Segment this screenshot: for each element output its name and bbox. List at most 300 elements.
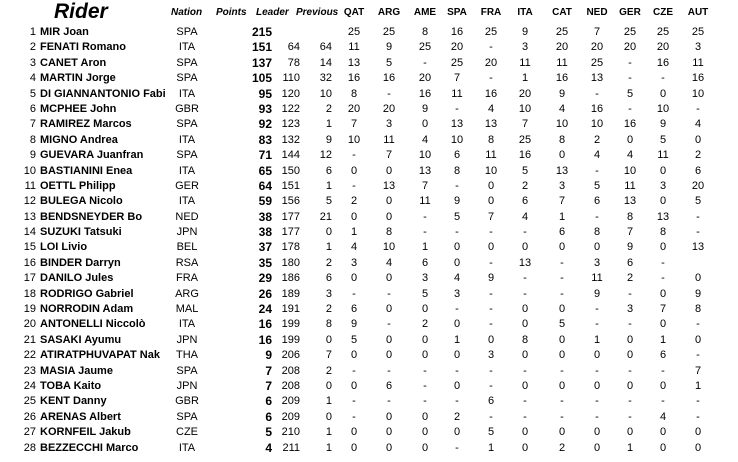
race-points-cze: - bbox=[661, 395, 665, 408]
race-points-ame: 1 bbox=[421, 241, 429, 254]
race-points-ame: 9 bbox=[421, 102, 429, 115]
race-points-ned: 6 bbox=[593, 195, 601, 208]
table-row bbox=[0, 225, 738, 240]
race-points-ita: - bbox=[523, 287, 527, 300]
leader-gap-cell: 211 bbox=[282, 441, 300, 454]
rider-name-cell: MARTIN Jorge bbox=[40, 72, 116, 85]
race-points-ned: 2 bbox=[593, 133, 601, 146]
race-points-cat: 0 bbox=[558, 149, 566, 162]
race-points-ame: 7 bbox=[421, 179, 429, 192]
race-points-ame: - bbox=[423, 364, 427, 377]
previous-gap-cell: 2 bbox=[325, 303, 332, 316]
race-points-arg: - bbox=[387, 287, 391, 300]
previous-gap-cell: 32 bbox=[319, 72, 332, 85]
table-row bbox=[0, 317, 738, 332]
position-cell: 21 bbox=[23, 333, 36, 346]
race-points-spa: - bbox=[455, 226, 459, 239]
header-race-spa: SPA bbox=[447, 7, 467, 18]
race-points-ita: 0 bbox=[521, 318, 529, 331]
table-row bbox=[0, 56, 738, 71]
race-points-cze: 16 bbox=[656, 56, 670, 69]
nation-cell: RSA bbox=[175, 256, 199, 269]
position-cell: 4 bbox=[29, 72, 36, 85]
position-cell: 5 bbox=[29, 87, 36, 100]
race-points-cze: 0 bbox=[659, 287, 667, 300]
race-points-ger: 8 bbox=[626, 210, 634, 223]
leader-gap-cell: 180 bbox=[281, 256, 300, 269]
points-cell: 137 bbox=[251, 55, 272, 70]
previous-gap-cell: 12 bbox=[319, 149, 332, 162]
points-cell: 9 bbox=[265, 348, 272, 363]
points-cell: 35 bbox=[258, 255, 272, 270]
table-row bbox=[0, 302, 738, 317]
race-points-qat: - bbox=[352, 395, 356, 408]
race-points-ned: - bbox=[595, 410, 599, 423]
points-cell: 7 bbox=[265, 363, 272, 378]
race-points-fra: 11 bbox=[485, 149, 497, 162]
race-points-ned: 7 bbox=[593, 26, 601, 38]
rider-name-cell: BULEGA Nicolo bbox=[40, 195, 123, 208]
race-points-cat: 6 bbox=[558, 226, 566, 239]
leader-gap-cell: 186 bbox=[281, 272, 300, 285]
race-points-ned: 0 bbox=[593, 441, 601, 454]
race-points-ned: - bbox=[595, 87, 599, 100]
race-points-ger: - bbox=[628, 318, 632, 331]
standings-table bbox=[0, 25, 738, 456]
race-points-ita: 13 bbox=[518, 256, 532, 269]
header-race-cat: CAT bbox=[552, 7, 572, 18]
race-points-cze: 1 bbox=[659, 333, 667, 346]
race-points-ita: 0 bbox=[521, 349, 529, 362]
race-points-ger: 25 bbox=[623, 26, 637, 38]
race-points-cat: - bbox=[560, 364, 564, 377]
race-points-cat: 1 bbox=[558, 210, 566, 223]
race-points-cat: 5 bbox=[558, 318, 566, 331]
race-points-ame: 0 bbox=[421, 426, 429, 439]
race-points-cat: - bbox=[560, 410, 564, 423]
race-points-qat: 1 bbox=[350, 226, 358, 239]
rider-name-cell: GUEVARA Juanfran bbox=[40, 149, 144, 162]
race-points-cat: 20 bbox=[555, 41, 569, 54]
leader-gap-cell: 177 bbox=[281, 210, 300, 223]
race-points-ita: - bbox=[523, 364, 527, 377]
race-points-arg: 13 bbox=[382, 179, 396, 192]
race-points-cat: 0 bbox=[558, 349, 566, 362]
nation-cell: SPA bbox=[176, 118, 198, 131]
leader-gap-cell: 150 bbox=[281, 164, 300, 177]
race-points-fra: 0 bbox=[487, 195, 495, 208]
leader-gap-cell: 132 bbox=[281, 133, 300, 146]
race-points-ame: 5 bbox=[421, 287, 429, 300]
race-points-ita: 5 bbox=[521, 164, 529, 177]
race-points-ned: 20 bbox=[590, 41, 604, 54]
leader-gap-cell: 156 bbox=[281, 195, 300, 208]
previous-gap-cell: 0 bbox=[325, 333, 332, 346]
race-points-ita: 0 bbox=[521, 303, 529, 316]
leader-gap-cell: 64 bbox=[287, 41, 300, 54]
race-points-ned: 0 bbox=[593, 349, 601, 362]
header-race-ame: AME bbox=[413, 7, 437, 18]
race-points-ned: 16 bbox=[590, 102, 604, 115]
header-leader: Leader bbox=[256, 7, 289, 18]
position-cell: 3 bbox=[29, 56, 36, 69]
rider-name-cell: KORNFEIL Jakub bbox=[40, 426, 131, 439]
race-points-ita: 6 bbox=[521, 195, 529, 208]
race-points-spa: 4 bbox=[453, 272, 461, 285]
leader-gap-cell: 208 bbox=[281, 379, 300, 392]
race-points-cze: - bbox=[661, 256, 665, 269]
race-points-ned: - bbox=[595, 164, 599, 177]
race-points-fra: 0 bbox=[487, 241, 495, 254]
rider-name-cell: MCPHEE John bbox=[40, 102, 117, 115]
previous-gap-cell: 10 bbox=[319, 87, 332, 100]
nation-cell: ITA bbox=[178, 133, 196, 146]
race-points-spa: 0 bbox=[453, 379, 461, 392]
position-cell: 18 bbox=[23, 287, 36, 300]
rider-name-cell: DI GIANNANTONIO Fabi bbox=[40, 87, 166, 100]
nation-cell: SPA bbox=[176, 410, 198, 423]
race-points-aut: 8 bbox=[694, 303, 702, 316]
race-points-arg: 7 bbox=[385, 149, 393, 162]
rider-name-cell: MIR Joan bbox=[40, 26, 89, 38]
race-points-spa: 8 bbox=[453, 164, 461, 177]
position-cell: 28 bbox=[23, 441, 36, 454]
table-row bbox=[0, 410, 738, 425]
race-points-qat: 0 bbox=[350, 164, 358, 177]
previous-gap-cell: 0 bbox=[325, 226, 332, 239]
points-cell: 38 bbox=[258, 209, 272, 224]
leader-gap-cell: 209 bbox=[281, 395, 300, 408]
previous-gap-cell: 8 bbox=[325, 318, 332, 331]
race-points-ame: 20 bbox=[418, 72, 432, 85]
race-points-cze: 4 bbox=[659, 410, 667, 423]
nation-cell: FRA bbox=[176, 272, 198, 285]
race-points-arg: - bbox=[387, 395, 391, 408]
header-race-ita: ITA bbox=[517, 7, 533, 18]
race-points-ame: 8 bbox=[421, 26, 429, 38]
race-points-fra: - bbox=[489, 41, 493, 54]
race-points-cze: 7 bbox=[659, 303, 667, 316]
rider-name-cell: FENATI Romano bbox=[40, 41, 126, 54]
race-points-qat: 5 bbox=[350, 333, 358, 346]
rider-name-cell: BENDSNEYDER Bo bbox=[40, 210, 143, 223]
race-points-cat: 4 bbox=[558, 102, 566, 115]
race-points-fra: - bbox=[489, 72, 493, 85]
race-points-ame: 16 bbox=[418, 87, 432, 100]
race-points-ame: 0 bbox=[421, 441, 429, 454]
race-points-fra: - bbox=[489, 410, 493, 423]
previous-gap-cell: 6 bbox=[325, 272, 332, 285]
race-points-spa: 1 bbox=[453, 333, 461, 346]
position-cell: 22 bbox=[23, 349, 36, 362]
race-points-ita: - bbox=[523, 410, 527, 423]
race-points-ita: 3 bbox=[521, 41, 529, 54]
race-points-qat: 0 bbox=[350, 349, 358, 362]
race-points-spa: 10 bbox=[450, 133, 464, 146]
race-points-spa: 0 bbox=[453, 241, 461, 254]
nation-cell: SPA bbox=[176, 26, 198, 38]
rider-name-cell: LOI Livio bbox=[40, 241, 88, 254]
previous-gap-cell: 1 bbox=[325, 118, 332, 131]
race-points-ger: 16 bbox=[623, 118, 637, 131]
nation-cell: SPA bbox=[176, 149, 198, 162]
table-row bbox=[0, 210, 738, 225]
points-cell: 105 bbox=[251, 71, 272, 86]
race-points-fra: 9 bbox=[487, 272, 495, 285]
race-points-ger: 0 bbox=[626, 379, 634, 392]
race-points-arg: 0 bbox=[385, 441, 393, 454]
previous-gap-cell: 9 bbox=[325, 133, 332, 146]
table-row bbox=[0, 133, 738, 148]
race-points-fra: 20 bbox=[484, 56, 498, 69]
header-rider: Rider bbox=[54, 0, 108, 23]
position-cell: 19 bbox=[23, 303, 36, 316]
race-points-ned: 0 bbox=[593, 426, 601, 439]
race-points-aut: 0 bbox=[694, 441, 702, 454]
previous-gap-cell: 1 bbox=[325, 241, 332, 254]
race-points-ame: 0 bbox=[421, 118, 429, 131]
race-points-ita: 11 bbox=[519, 56, 531, 69]
table-row bbox=[0, 87, 738, 102]
race-points-qat: 16 bbox=[347, 72, 361, 85]
leader-gap-cell: 209 bbox=[281, 410, 300, 423]
race-points-cat: 9 bbox=[558, 87, 566, 100]
race-points-ame: 3 bbox=[421, 272, 429, 285]
points-cell: 93 bbox=[258, 101, 272, 116]
leader-gap-cell: 78 bbox=[287, 56, 300, 69]
previous-gap-cell: 1 bbox=[325, 426, 332, 439]
leader-gap-cell: 122 bbox=[281, 102, 300, 115]
race-points-arg: 0 bbox=[385, 303, 393, 316]
nation-cell: JPN bbox=[176, 333, 198, 346]
race-points-qat: - bbox=[352, 287, 356, 300]
race-points-ned: 0 bbox=[593, 379, 601, 392]
points-cell: 29 bbox=[258, 271, 272, 286]
rider-name-cell: RAMIREZ Marcos bbox=[40, 118, 132, 131]
points-cell: 83 bbox=[258, 132, 272, 147]
points-cell: 64 bbox=[258, 178, 272, 193]
rider-name-cell: ATIRATPHUVAPAT Nak bbox=[40, 349, 160, 362]
position-cell: 27 bbox=[23, 426, 36, 439]
race-points-ame: 0 bbox=[421, 410, 429, 423]
header-race-qat: QAT bbox=[343, 7, 365, 18]
race-points-ger: - bbox=[628, 102, 632, 115]
race-points-ame: 0 bbox=[421, 303, 429, 316]
points-cell: 65 bbox=[258, 163, 272, 178]
previous-gap-cell: 3 bbox=[325, 287, 332, 300]
race-points-ned: 10 bbox=[590, 118, 604, 131]
rider-name-cell: NORRODIN Adam bbox=[40, 303, 134, 316]
race-points-qat: 6 bbox=[350, 303, 358, 316]
race-points-cat: 7 bbox=[558, 195, 566, 208]
table-row bbox=[0, 148, 738, 163]
race-points-aut: 0 bbox=[694, 426, 702, 439]
race-points-spa: 5 bbox=[453, 210, 461, 223]
race-points-qat: 0 bbox=[350, 441, 358, 454]
nation-cell: GER bbox=[175, 179, 199, 192]
race-points-cat: 16 bbox=[555, 72, 569, 85]
race-points-ita: 25 bbox=[518, 133, 532, 146]
race-points-ame: 25 bbox=[418, 41, 432, 54]
race-points-ita: 1 bbox=[521, 72, 529, 85]
race-points-ita: 10 bbox=[518, 102, 532, 115]
nation-cell: CZE bbox=[176, 426, 198, 439]
race-points-ger: 6 bbox=[626, 256, 634, 269]
table-row bbox=[0, 25, 738, 40]
previous-gap-cell: 5 bbox=[325, 195, 332, 208]
race-points-ita: 2 bbox=[521, 179, 529, 192]
position-cell: 7 bbox=[29, 118, 36, 131]
race-points-fra: 10 bbox=[484, 164, 498, 177]
nation-cell: GBR bbox=[175, 395, 199, 408]
nation-cell: ITA bbox=[178, 441, 196, 454]
race-points-aut: 11 bbox=[692, 56, 704, 69]
table-row bbox=[0, 425, 738, 440]
points-cell: 59 bbox=[258, 194, 272, 209]
position-cell: 6 bbox=[29, 102, 36, 115]
race-points-aut: 6 bbox=[694, 164, 702, 177]
rider-name-cell: BASTIANINI Enea bbox=[40, 164, 133, 177]
points-cell: 24 bbox=[258, 302, 272, 317]
race-points-cze: - bbox=[661, 272, 665, 285]
race-points-ita: 7 bbox=[521, 118, 529, 131]
race-points-ger: - bbox=[628, 287, 632, 300]
nation-cell: ITA bbox=[178, 318, 196, 331]
race-points-fra: 1 bbox=[487, 441, 495, 454]
race-points-arg: 0 bbox=[385, 333, 393, 346]
leader-gap-cell: 178 bbox=[281, 241, 300, 254]
race-points-fra: - bbox=[489, 364, 493, 377]
race-points-ned: - bbox=[595, 210, 599, 223]
rider-name-cell: SASAKI Ayumu bbox=[40, 333, 122, 346]
table-row bbox=[0, 271, 738, 286]
race-points-ger: 2 bbox=[626, 272, 634, 285]
race-points-spa: 2 bbox=[453, 410, 461, 423]
race-points-spa: - bbox=[455, 441, 459, 454]
race-points-arg: 10 bbox=[382, 241, 396, 254]
race-points-ame: - bbox=[423, 210, 427, 223]
race-points-ame: - bbox=[423, 395, 427, 408]
previous-gap-cell: 0 bbox=[325, 379, 332, 392]
race-points-cat: 13 bbox=[555, 164, 569, 177]
position-cell: 14 bbox=[23, 226, 36, 239]
race-points-ger: 0 bbox=[626, 426, 634, 439]
race-points-spa: 9 bbox=[453, 195, 461, 208]
points-cell: 16 bbox=[258, 317, 272, 332]
header-previous: Previous bbox=[296, 7, 339, 18]
race-points-spa: 25 bbox=[450, 56, 464, 69]
nation-cell: NED bbox=[175, 210, 199, 223]
race-points-arg: - bbox=[387, 87, 391, 100]
points-cell: 92 bbox=[258, 117, 272, 132]
race-points-spa: 6 bbox=[453, 149, 461, 162]
race-points-fra: 25 bbox=[484, 26, 498, 38]
rider-name-cell: ANTONELLI Niccolò bbox=[40, 318, 146, 331]
race-points-cze: 8 bbox=[659, 226, 667, 239]
table-row bbox=[0, 256, 738, 271]
rider-name-cell: OETTL Philipp bbox=[40, 179, 116, 192]
race-points-ger: - bbox=[628, 56, 632, 69]
race-points-qat: 25 bbox=[347, 26, 361, 38]
race-points-cat: 0 bbox=[558, 303, 566, 316]
rider-name-cell: MASIA Jaume bbox=[40, 364, 113, 377]
leader-gap-cell: 206 bbox=[281, 349, 300, 362]
race-points-cze: - bbox=[661, 364, 665, 377]
race-points-cze: 20 bbox=[656, 41, 670, 54]
race-points-ger: 3 bbox=[626, 303, 634, 316]
race-points-arg: 9 bbox=[385, 41, 393, 54]
table-row bbox=[0, 348, 738, 363]
previous-gap-cell: 2 bbox=[325, 256, 332, 269]
leader-gap-cell: 189 bbox=[281, 287, 300, 300]
rider-name-cell: TOBA Kaito bbox=[40, 379, 102, 392]
race-points-ita: 0 bbox=[521, 379, 529, 392]
race-points-qat: 0 bbox=[350, 379, 358, 392]
position-cell: 1 bbox=[29, 26, 36, 38]
race-points-ita: 16 bbox=[518, 149, 532, 162]
race-points-ger: 13 bbox=[623, 195, 637, 208]
race-points-ger: - bbox=[628, 410, 632, 423]
race-points-ger: - bbox=[628, 395, 632, 408]
race-points-ame: 4 bbox=[421, 133, 429, 146]
race-points-aut: 13 bbox=[691, 241, 705, 254]
position-cell: 24 bbox=[23, 379, 36, 392]
race-points-cze: - bbox=[661, 72, 665, 85]
race-points-ned: 4 bbox=[593, 149, 601, 162]
nation-cell: ITA bbox=[178, 87, 196, 100]
nation-cell: BEL bbox=[176, 241, 198, 254]
race-points-ger: 10 bbox=[623, 164, 637, 177]
table-row bbox=[0, 117, 738, 132]
race-points-ita: - bbox=[523, 395, 527, 408]
nation-cell: SPA bbox=[176, 56, 198, 69]
leader-gap-cell: 120 bbox=[281, 87, 300, 100]
race-points-fra: - bbox=[489, 318, 493, 331]
nation-cell: GBR bbox=[175, 102, 199, 115]
race-points-aut: 0 bbox=[694, 333, 702, 346]
race-points-aut: 1 bbox=[694, 379, 702, 392]
header-race-cze: CZE bbox=[653, 7, 673, 18]
race-points-ned: - bbox=[595, 395, 599, 408]
race-points-arg: 20 bbox=[382, 102, 396, 115]
race-points-arg: 6 bbox=[385, 379, 393, 392]
race-points-aut: 9 bbox=[694, 287, 702, 300]
race-points-ame: - bbox=[423, 379, 427, 392]
previous-gap-cell: 1 bbox=[325, 441, 332, 454]
race-points-cze: 0 bbox=[659, 241, 667, 254]
previous-gap-cell: 2 bbox=[325, 102, 332, 115]
position-cell: 13 bbox=[23, 210, 36, 223]
race-points-cze: 0 bbox=[659, 318, 667, 331]
race-points-arg: 25 bbox=[382, 26, 396, 38]
leader-gap-cell: 199 bbox=[281, 333, 300, 346]
table-row bbox=[0, 441, 738, 456]
race-points-cat: 0 bbox=[558, 426, 566, 439]
race-points-arg: 0 bbox=[385, 272, 393, 285]
race-points-arg: 0 bbox=[385, 426, 393, 439]
position-cell: 12 bbox=[23, 195, 36, 208]
position-cell: 20 bbox=[23, 318, 36, 331]
points-cell: 4 bbox=[265, 440, 272, 455]
race-points-spa: 0 bbox=[453, 318, 461, 331]
points-cell: 95 bbox=[258, 86, 272, 101]
race-points-ger: 20 bbox=[623, 41, 637, 54]
race-points-fra: 7 bbox=[487, 210, 495, 223]
race-points-spa: - bbox=[455, 179, 459, 192]
race-points-aut: 7 bbox=[694, 364, 702, 377]
table-row bbox=[0, 379, 738, 394]
race-points-ned: - bbox=[595, 318, 599, 331]
